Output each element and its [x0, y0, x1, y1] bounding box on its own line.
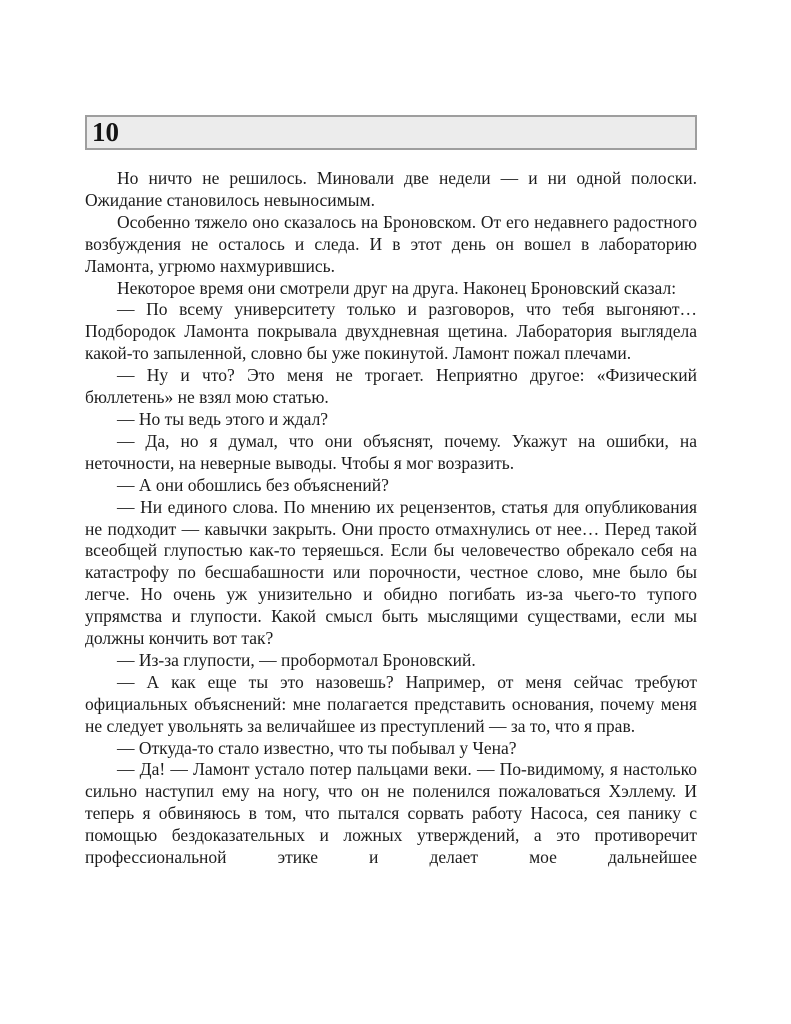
- paragraph-1: Но ничто не решилось. Миновали две недели — и ни одной полоски. Ожидание становилось невыносимым.: [85, 168, 697, 210]
- paragraph-5: — Ну и что? Это меня не трогает. Неприятно другое: «Физический бюллетень» не взял мою статью.: [85, 365, 697, 408]
- paragraph-7: — Да, но я думал, что они объяснят, почему. Укажут на ошибки, на неточности, на неверные выводы. Чтобы я мог возразить.: [85, 430, 697, 473]
- paragraph-6: — Но ты ведь этого и ждал?: [117, 408, 329, 429]
- paragraph-9: — Ни единого слова. По мнению их рецензентов, статья для опубликования не подходит — кавычки закрыть. Они просто отмахнулись от нее… Перед такой всеобщей глупостью как-то теряешься. Если бы человечество обрекало себя на катастрофу по бесшабашности или порочности, честное слово, мне было бы легче. Но очень уж унизительно и обидно погибать из-за чьего-то тупого упрямства и глупости. Какой смысл быть мыслящими существами, если мы должны кончить вот так?: [85, 496, 697, 649]
- paragraph-2: Особенно тяжело оно сказалось на Броновском. От его недавнего радостного возбуждения не осталось и следа. И в этот день он вошел в лабораторию Ламонта, угрюмо нахмурившись.: [85, 211, 697, 276]
- paragraph-4: — По всему университету только и разговоров, что тебя выгоняют… Подбородок Ламонта покрывала двухдневная щетина. Лаборатория выглядела какой-то запыленной, словно бы уже покинутой. Ламонт пожал плечами.: [85, 299, 697, 364]
- paragraph-3: Некоторое время они смотрели друг на друга. Наконец Броновский сказал:: [117, 277, 677, 298]
- paragraph-8: — А они обошлись без объяснений?: [117, 474, 389, 495]
- paragraph-13: — Да! — Ламонт устало потер пальцами веки. — По-видимому, я настолько сильно наступил ему на ногу, что он не поленился пожаловаться Хэллему. И теперь я обвиняюсь в том, что пытался сорвать работу Насоса, сея панику с помощью бездоказательных и ложных утверждений, а это противоречит профессиональной этике и делает мое дальнейшее: [85, 759, 697, 868]
- chapter-header: [85, 115, 697, 150]
- body-text: [85, 168, 697, 869]
- paragraph-12: — Откуда-то стало известно, что ты побывал у Чена?: [117, 737, 517, 758]
- paragraph-11: — А как еще ты это назовешь? Например, от меня сейчас требуют официальных объяснений: мне полагается представить основания, почему меня не следует увольнять за величайшее из преступлений — за то, что я прав.: [85, 671, 697, 736]
- paragraph-10: — Из-за глупости, — пробормотал Броновский.: [117, 649, 476, 670]
- chapter-number: 10: [92, 117, 119, 147]
